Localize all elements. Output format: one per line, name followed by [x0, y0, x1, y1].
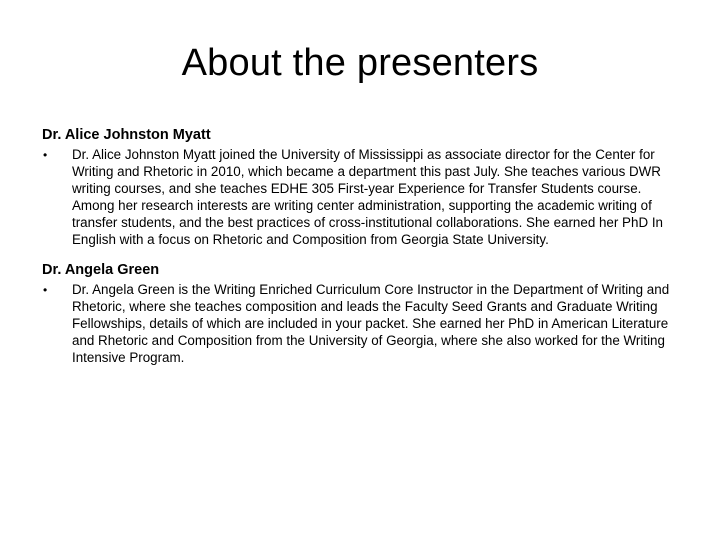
presenter-name: Dr. Alice Johnston Myatt	[42, 127, 211, 143]
bio-item	[42, 147, 682, 248]
bullet-icon: •	[43, 148, 48, 162]
bullet-icon: •	[43, 283, 48, 298]
presenter-bio: Dr. Alice Johnston Myatt joined the University of Mississippi as associate director for the Center for Writing and Rhetoric in 2010, which became a department this past July. She teaches various DWR writing courses, and she teaches EDHE 305 First-year Experience for Transfer Students course. Among her research interests are writing center administration, supporting the academic writing of transfer students, and the best practices of cross-institutional collaborations. She earned her PhD In English with a focus on Rhetoric and Composition from Georgia State University.	[72, 147, 663, 247]
slide-title: About the presenters	[181, 42, 539, 84]
presenter-myatt	[42, 126, 682, 248]
presenter-bio: Dr. Angela Green is the Writing Enriched Curriculum Core Instructor in the Department of Writing and Rhetoric, where she teaches composition and leads the Faculty Seed Grants and Graduate Writing Fellowships, details of which are included in your packet. She earned her PhD in American Literature and Rhetoric and Composition from the University of Georgia, where she also worked for the Writing Intensive Program.	[72, 282, 670, 366]
bio-item	[42, 282, 682, 367]
presenters-section	[42, 126, 682, 380]
presenter-green	[42, 261, 682, 367]
presenter-name: Dr. Angela Green	[42, 262, 160, 279]
